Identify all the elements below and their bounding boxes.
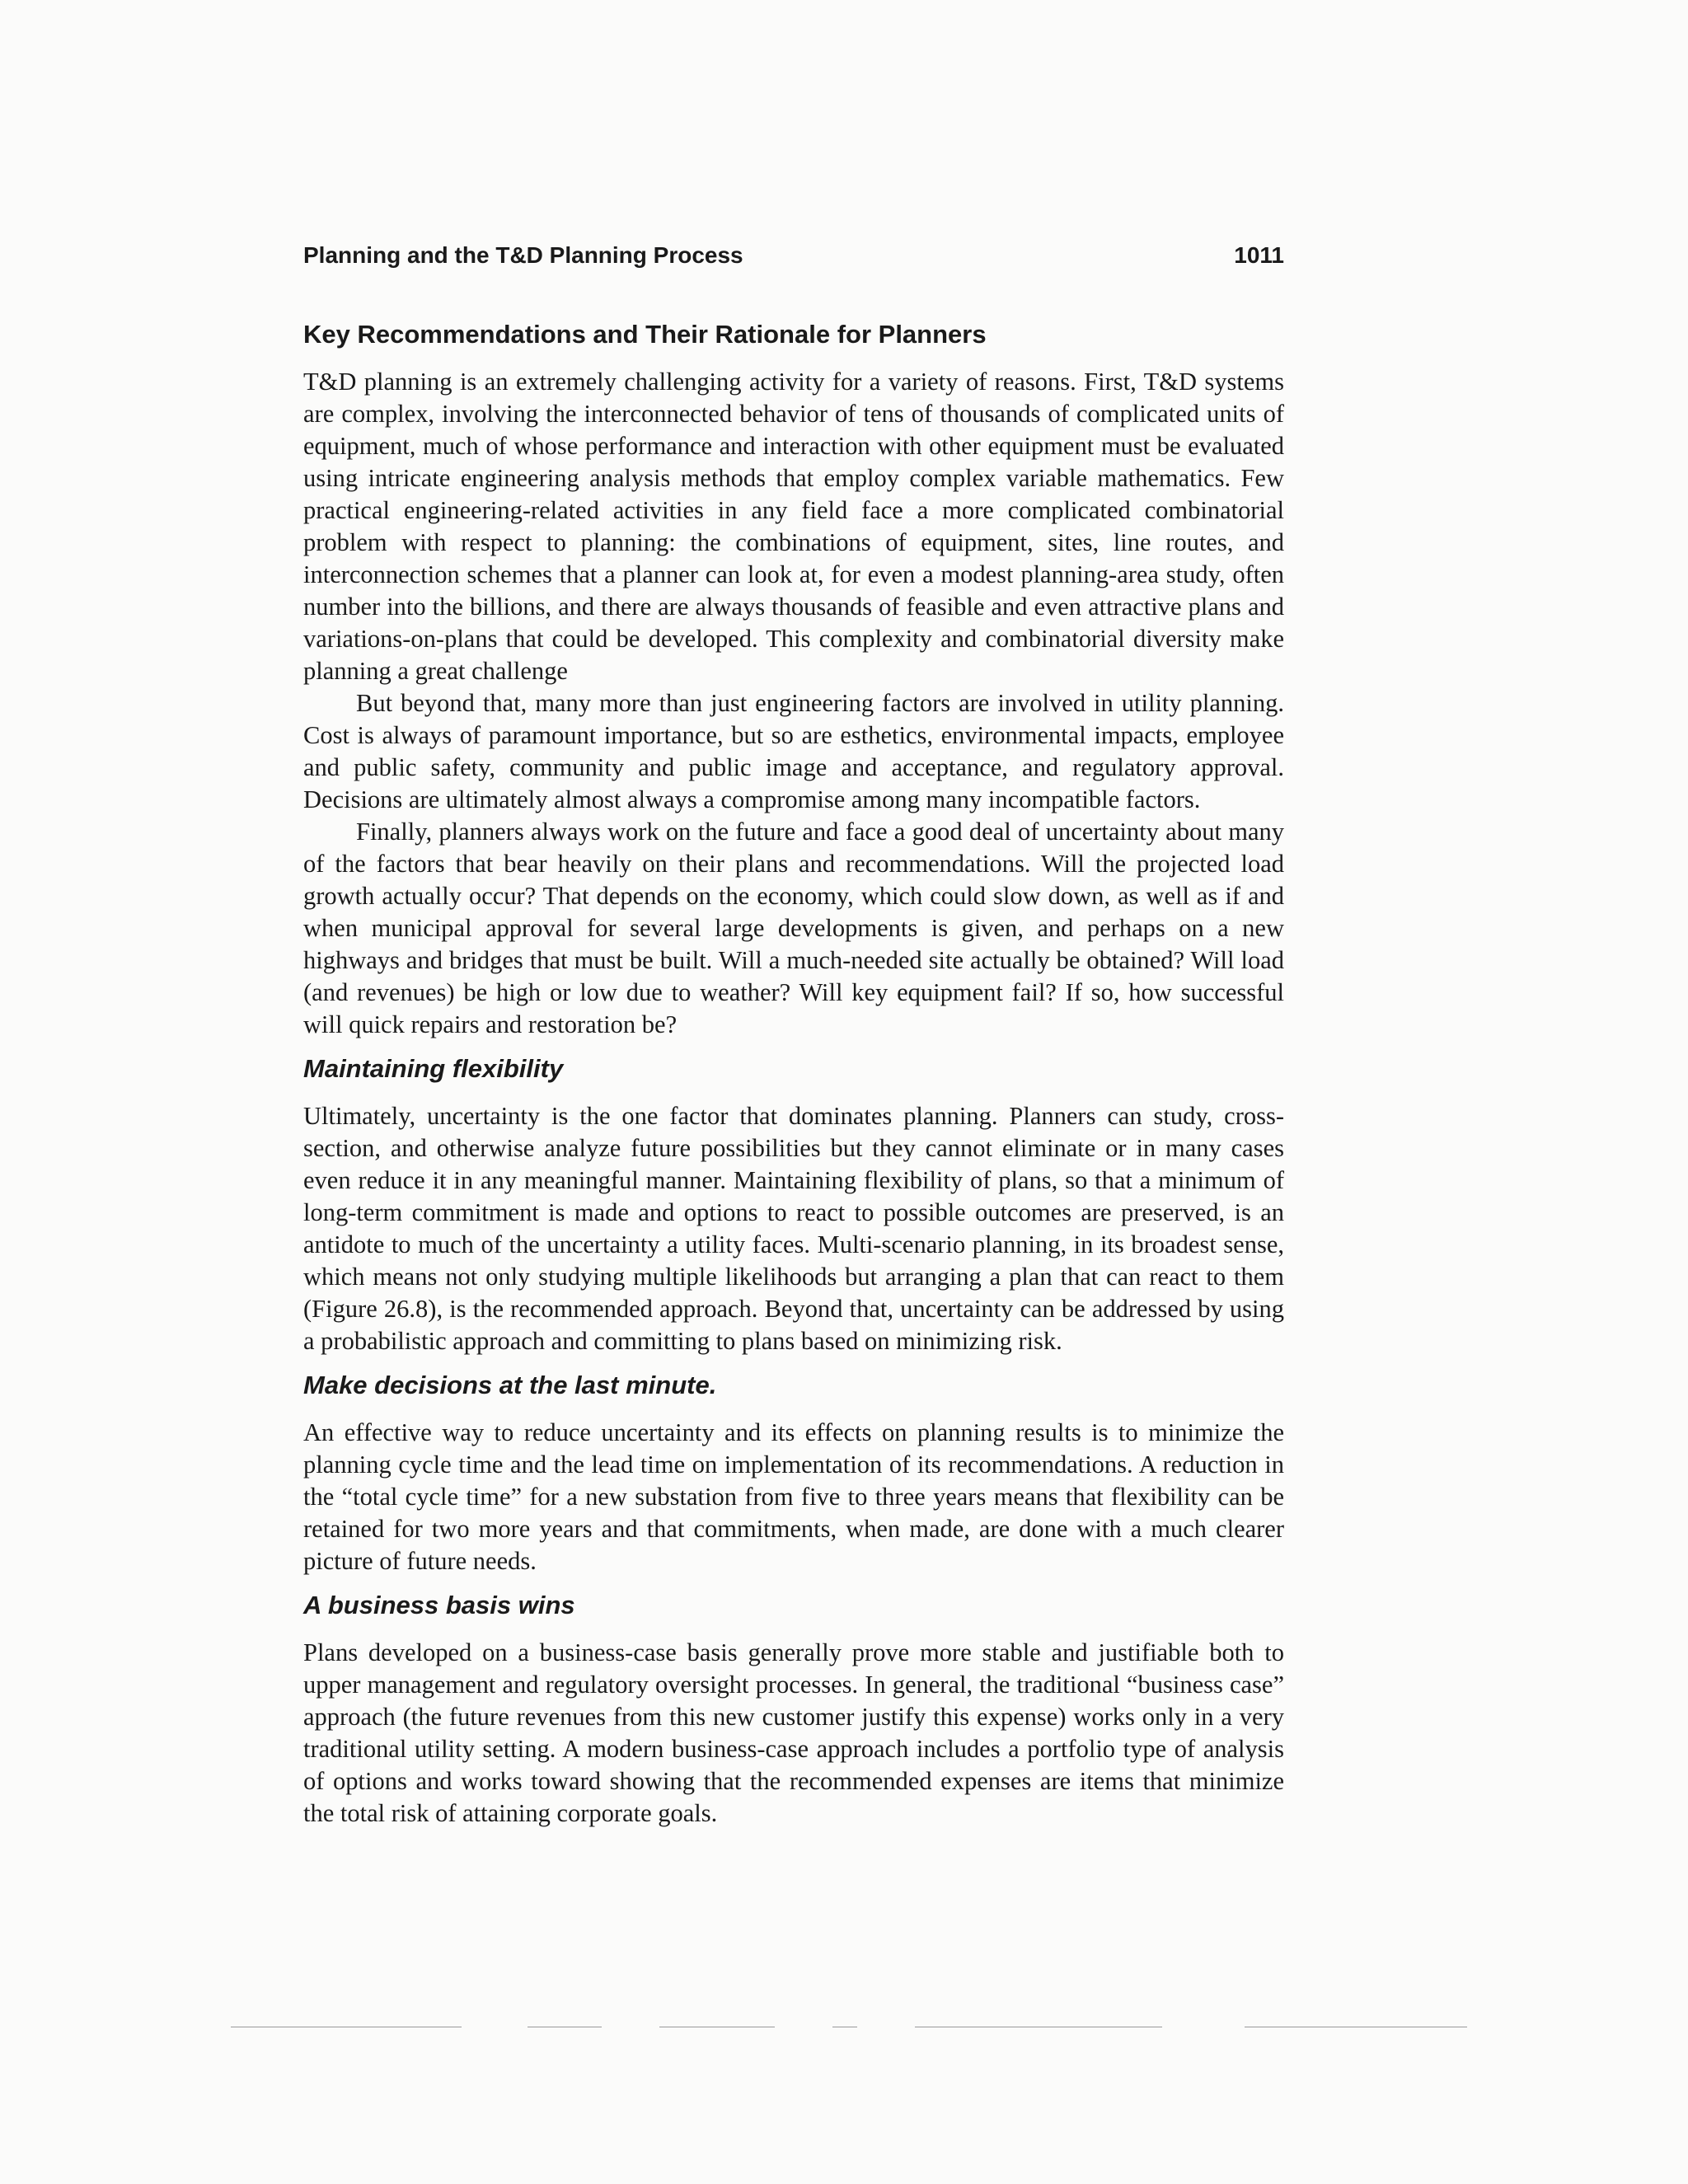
main-content bbox=[303, 318, 1284, 1830]
subsection-title-flexibility: Maintaining flexibility bbox=[303, 1054, 564, 1083]
paragraph-flexibility: Ultimately, uncertainty is the one factor that dominates planning. Planners can study, cross-section, and otherwise analyze future possibilities but they cannot eliminate or in many cases even reduce it in any meaningful manner. Maintaining flexibility of plans, so that a minimum of long-term commitment is made and options to react to possible outcomes are preserved, is an antidote to much of the uncertainty a utility faces. Multi-scenario planning, in its broadest sense, which means not only studying multiple likelihoods but arranging a plan that can react to them (Figure 26.8), is the recommended approach. Beyond that, uncertainty can be addressed by using a probabilistic approach and committing to plans based on minimizing risk. bbox=[303, 1102, 1284, 1355]
running-title: Planning and the T&D Planning Process bbox=[303, 242, 743, 268]
paragraph-last-minute: An effective way to reduce uncertainty and its effects on planning results is to minimize the planning cycle time and the lead time on implementation of its recommendations. A reduction in the “total cycle time” for a new substation from five to three years means that flexibility can be retained for two more years and that commitments, when made, are done with a much clearer picture of future needs. bbox=[303, 1418, 1284, 1575]
paragraph-intro-2: But beyond that, many more than just engineering factors are involved in utility planning. Cost is always of paramount importance, but so are esthetics, environmental impacts, employee and public safety, community and public image and acceptance, and regulatory approval. Decisions are ultimately almost always a compromise among many incompatible factors. bbox=[303, 689, 1284, 813]
subsection-title-last-minute: Make decisions at the last minute. bbox=[303, 1371, 717, 1399]
page-number: 1011 bbox=[1234, 242, 1284, 268]
running-header bbox=[303, 239, 1284, 272]
section-title: Key Recommendations and Their Rationale for Planners bbox=[303, 320, 987, 349]
paragraph-intro-1: T&D planning is an extremely challenging activity for a variety of reasons. First, T&D systems are complex, involving the interconnected behavior of tens of thousands of complicated units of equipment, much of whose performance and interaction with other equipment must be evaluated using intricate engineering analysis methods that employ complex variable mathematics. Few practical engineering-related activities in any field face a more complicated combinatorial problem with respect to planning: the combinations of equipment, sites, line routes, and interconnection schemes that a planner can look at, for even a modest planning-area study, often number into the billions, and there are always thousands of feasible and even attractive plans and variations-on-plans that could be developed. This complexity and combinatorial diversity make planning a great challenge bbox=[303, 368, 1284, 685]
subsection-title-business-basis: A business basis wins bbox=[303, 1591, 575, 1619]
paragraph-intro-3: Finally, planners always work on the future and face a good deal of uncertainty about many of the factors that bear heavily on their plans and recommendations. Will the projected load growth actually occur? That depends on the economy, which could slow down, as well as if and when municipal approval for several large developments is given, and perhaps on a new highways and bridges that must be built. Will a much-needed site actually be obtained? Will load (and revenues) be high or low due to weather? Will key equipment fail? If so, how successful will quick repairs and restoration be? bbox=[303, 818, 1284, 1038]
scan-artifact-lines bbox=[231, 2023, 1467, 2032]
paragraph-business-basis: Plans developed on a business-case basis generally prove more stable and justifiable both to upper management and regulatory oversight processes. In general, the traditional “business case” approach (the future revenues from this new customer justify this expense) works only in a very traditional utility setting. A modern business-case approach includes a portfolio type of analysis of options and works toward showing that the recommended expenses are items that minimize the total risk of attaining corporate goals. bbox=[303, 1638, 1284, 1827]
